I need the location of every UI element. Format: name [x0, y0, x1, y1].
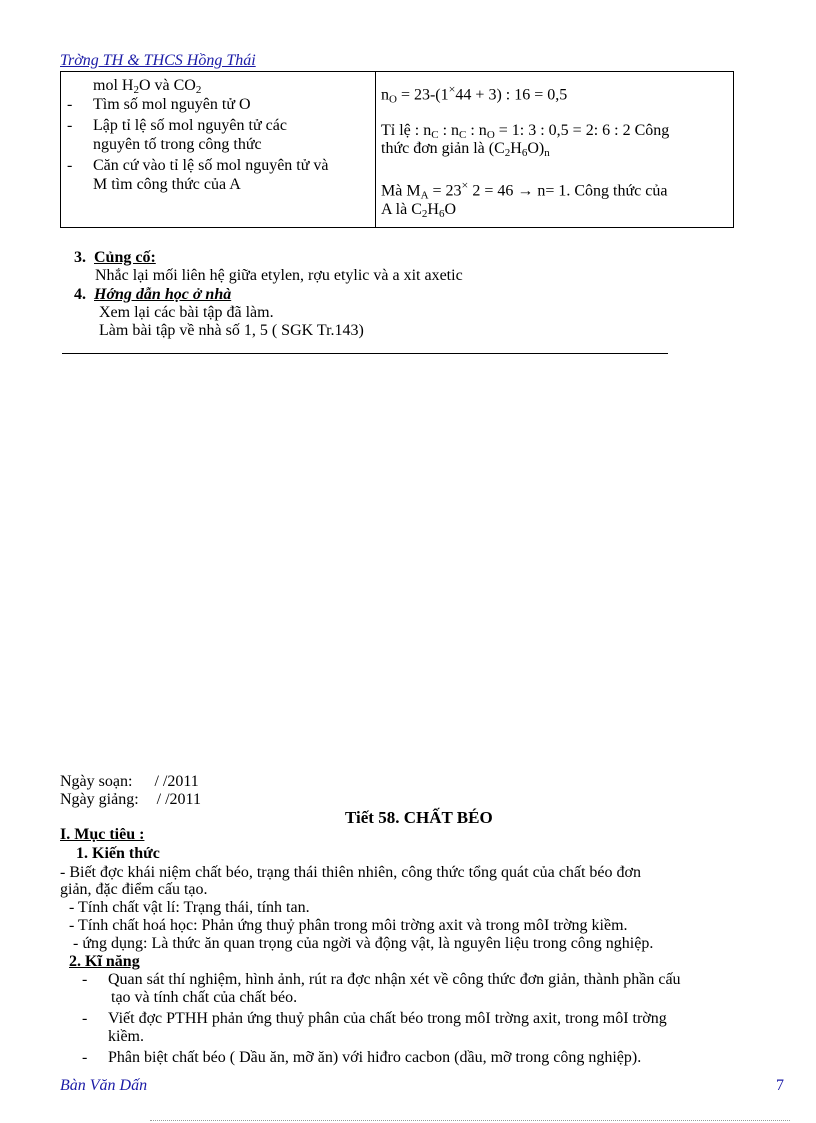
step-item: - Căn cứ vào tỉ lệ số mol nguyên tử và M tìm công thức của A	[67, 157, 329, 193]
date-soan: Ngày soạn: / /2011	[60, 773, 199, 790]
calc-formula: Mà $M_A = 23^\times$ 2 = 46 → n= 1. Công thức của A là $C_2H_6O$	[381, 178, 668, 220]
section-4-heading: 4. Hớng dẫn học ở nhà	[74, 286, 232, 303]
date-giang: Ngày giảng: / /2011	[60, 791, 201, 808]
skill-item: - Quan sát thí nghiệm, hình ảnh, rút ra đợc nhận xét về công thức đơn giản, thành phần cấu tạo và tính chất của chất béo.	[82, 971, 681, 1006]
section-4-line2: Làm bài tập về nhà số 1, 5 ( SGK Tr.143)	[99, 322, 364, 339]
step-item: - Tìm số mol nguyên tử O	[67, 96, 251, 113]
continuation-text: mol $H_2O$ và $CO_2$	[93, 77, 202, 96]
skills-heading: 2. Kĩ năng	[69, 953, 140, 970]
objectives-heading: I. Mục tiêu :	[60, 826, 145, 843]
footer-dotted-line	[150, 1120, 790, 1121]
knowledge-line-4: - ứng dụng: Là thức ăn quan trọng của ngời và động vật, là nguyên liệu trong công nghiệp.	[73, 935, 654, 952]
column-divider	[375, 72, 376, 227]
section-divider	[62, 353, 668, 354]
steps-column	[67, 76, 372, 194]
section-3-heading: 3. Củng cố:	[74, 249, 156, 266]
knowledge-line-3: - Tính chất hoá học: Phản ứng thuỷ phân trong môi trờng axit và trong môI trờng kiềm.	[69, 917, 628, 934]
school-header: Trờng TH & THCS Hồng Thái	[60, 52, 256, 69]
knowledge-heading: 1. Kiến thức	[76, 845, 160, 862]
lesson-title: Tiết 58. CHẤT BÉO	[345, 808, 493, 827]
section-3-text: Nhắc lại mối liên hệ giữa etylen, rợu etylic và a xit axetic	[95, 267, 463, 284]
footer-author: Bàn Văn Dấn	[60, 1077, 148, 1094]
section-4-line1: Xem lại các bài tập đã làm.	[99, 304, 274, 321]
skill-item: - Viết đợc PTHH phản ứng thuỷ phân của chất béo trong môI trờng axit, trong môI trờng kiềm.	[82, 1010, 667, 1045]
page-number: 7	[776, 1077, 784, 1094]
step-item: - Lập tỉ lệ số mol nguyên tử các nguyên tố trong công thức	[67, 117, 287, 153]
calc-ratio: Tỉ lệ : $n_C$ : $n_C$ : $n_O = 1$: 3 : 0,5 = 2: 6 : 2 Công thức đơn giản là $(C_2H_6O)_n$	[381, 122, 670, 160]
knowledge-line-1b: giản, đặc điểm cấu tạo.	[60, 881, 208, 898]
knowledge-line-1: - Biết đợc khái niệm chất béo, trạng thái thiên nhiên, công thức tổng quát của chất béo đơn	[60, 864, 641, 881]
skills-list	[60, 971, 790, 1067]
calculation-column	[381, 80, 731, 219]
skill-item: - Phân biệt chất béo ( Dầu ăn, mỡ ăn) với hiđro cacbon (dầu, mỡ trong công nghiệp).	[82, 1049, 642, 1066]
knowledge-line-2: - Tính chất vật lí: Trạng thái, tính tan.	[69, 899, 310, 916]
solution-table	[60, 71, 734, 228]
calc-oxygen: $n_O = 23-(1^\times 44 + 3)$ : 16 = 0,5	[381, 82, 568, 106]
